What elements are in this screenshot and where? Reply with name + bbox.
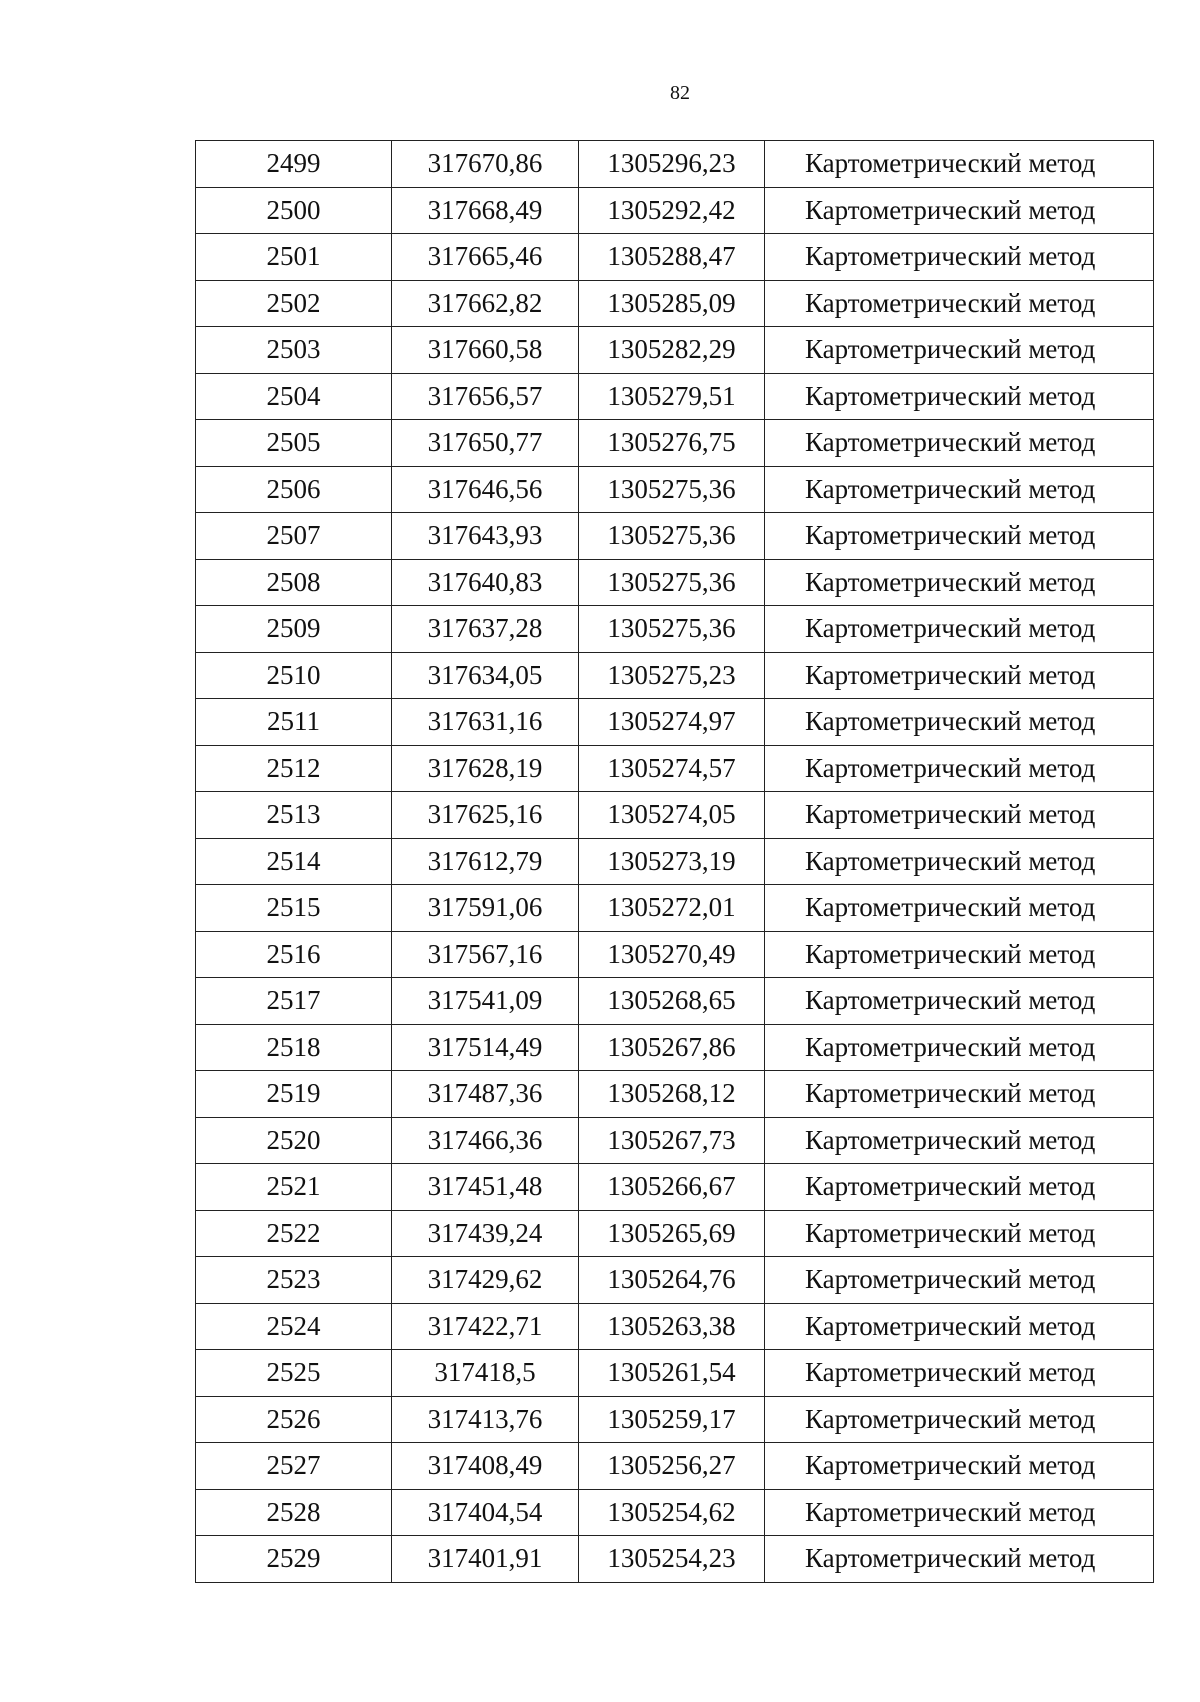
point-number-cell: 2507 bbox=[196, 513, 392, 560]
table-row bbox=[196, 652, 1154, 699]
coordinate-x-cell: 317401,91 bbox=[392, 1536, 579, 1583]
method-cell: Картометрический метод bbox=[765, 1024, 1154, 1071]
method-cell: Картометрический метод bbox=[765, 327, 1154, 374]
table-row bbox=[196, 420, 1154, 467]
coordinate-x-cell: 317668,49 bbox=[392, 187, 579, 234]
method-cell: Картометрический метод bbox=[765, 420, 1154, 467]
table-row bbox=[196, 1071, 1154, 1118]
method-cell: Картометрический метод bbox=[765, 1350, 1154, 1397]
coordinate-y-cell: 1305256,27 bbox=[579, 1443, 765, 1490]
method-cell: Картометрический метод bbox=[765, 745, 1154, 792]
point-number-cell: 2512 bbox=[196, 745, 392, 792]
table-row bbox=[196, 885, 1154, 932]
point-number-cell: 2510 bbox=[196, 652, 392, 699]
coordinate-x-cell: 317514,49 bbox=[392, 1024, 579, 1071]
point-number-cell: 2529 bbox=[196, 1536, 392, 1583]
method-cell: Картометрический метод bbox=[765, 1443, 1154, 1490]
point-number-cell: 2508 bbox=[196, 559, 392, 606]
method-cell: Картометрический метод bbox=[765, 978, 1154, 1025]
coordinate-y-cell: 1305296,23 bbox=[579, 141, 765, 188]
point-number-cell: 2518 bbox=[196, 1024, 392, 1071]
table-row bbox=[196, 606, 1154, 653]
coordinate-x-cell: 317612,79 bbox=[392, 838, 579, 885]
table-row bbox=[196, 373, 1154, 420]
coordinate-y-cell: 1305265,69 bbox=[579, 1210, 765, 1257]
coordinate-y-cell: 1305268,12 bbox=[579, 1071, 765, 1118]
point-number-cell: 2509 bbox=[196, 606, 392, 653]
method-cell: Картометрический метод bbox=[765, 187, 1154, 234]
table-row bbox=[196, 234, 1154, 281]
coordinate-x-cell: 317625,16 bbox=[392, 792, 579, 839]
coordinate-y-cell: 1305254,23 bbox=[579, 1536, 765, 1583]
method-cell: Картометрический метод bbox=[765, 513, 1154, 560]
table-row bbox=[196, 1024, 1154, 1071]
coordinate-y-cell: 1305276,75 bbox=[579, 420, 765, 467]
coordinate-y-cell: 1305261,54 bbox=[579, 1350, 765, 1397]
coordinate-x-cell: 317591,06 bbox=[392, 885, 579, 932]
table-row bbox=[196, 978, 1154, 1025]
coordinate-x-cell: 317656,57 bbox=[392, 373, 579, 420]
coordinate-x-cell: 317631,16 bbox=[392, 699, 579, 746]
point-number-cell: 2521 bbox=[196, 1164, 392, 1211]
method-cell: Картометрический метод bbox=[765, 792, 1154, 839]
coordinate-y-cell: 1305259,17 bbox=[579, 1396, 765, 1443]
table-row bbox=[196, 1117, 1154, 1164]
coordinate-x-cell: 317643,93 bbox=[392, 513, 579, 560]
coordinate-x-cell: 317451,48 bbox=[392, 1164, 579, 1211]
point-number-cell: 2505 bbox=[196, 420, 392, 467]
coordinate-x-cell: 317404,54 bbox=[392, 1489, 579, 1536]
table-row bbox=[196, 327, 1154, 374]
coordinate-y-cell: 1305275,36 bbox=[579, 559, 765, 606]
table-row bbox=[196, 187, 1154, 234]
coordinate-x-cell: 317408,49 bbox=[392, 1443, 579, 1490]
table-row bbox=[196, 141, 1154, 188]
coordinate-y-cell: 1305288,47 bbox=[579, 234, 765, 281]
coordinate-x-cell: 317646,56 bbox=[392, 466, 579, 513]
table-row bbox=[196, 466, 1154, 513]
method-cell: Картометрический метод bbox=[765, 1396, 1154, 1443]
method-cell: Картометрический метод bbox=[765, 1117, 1154, 1164]
coordinate-y-cell: 1305274,57 bbox=[579, 745, 765, 792]
coordinate-y-cell: 1305272,01 bbox=[579, 885, 765, 932]
table-row bbox=[196, 792, 1154, 839]
coordinate-y-cell: 1305285,09 bbox=[579, 280, 765, 327]
coordinate-y-cell: 1305275,36 bbox=[579, 606, 765, 653]
table-row bbox=[196, 838, 1154, 885]
table-row bbox=[196, 1164, 1154, 1211]
table-row bbox=[196, 1257, 1154, 1304]
coordinate-y-cell: 1305268,65 bbox=[579, 978, 765, 1025]
method-cell: Картометрический метод bbox=[765, 559, 1154, 606]
coordinate-y-cell: 1305266,67 bbox=[579, 1164, 765, 1211]
coordinates-table-body bbox=[196, 141, 1154, 1583]
coordinate-y-cell: 1305267,73 bbox=[579, 1117, 765, 1164]
coordinate-x-cell: 317670,86 bbox=[392, 141, 579, 188]
point-number-cell: 2524 bbox=[196, 1303, 392, 1350]
point-number-cell: 2511 bbox=[196, 699, 392, 746]
coordinate-y-cell: 1305275,36 bbox=[579, 466, 765, 513]
coordinate-y-cell: 1305254,62 bbox=[579, 1489, 765, 1536]
point-number-cell: 2516 bbox=[196, 931, 392, 978]
method-cell: Картометрический метод bbox=[765, 1489, 1154, 1536]
point-number-cell: 2526 bbox=[196, 1396, 392, 1443]
page-number: 82 bbox=[670, 82, 690, 104]
coordinate-x-cell: 317637,28 bbox=[392, 606, 579, 653]
coordinate-x-cell: 317662,82 bbox=[392, 280, 579, 327]
coordinate-x-cell: 317665,46 bbox=[392, 234, 579, 281]
table-row bbox=[196, 931, 1154, 978]
table-row bbox=[196, 1350, 1154, 1397]
coordinate-y-cell: 1305263,38 bbox=[579, 1303, 765, 1350]
method-cell: Картометрический метод bbox=[765, 280, 1154, 327]
coordinate-y-cell: 1305282,29 bbox=[579, 327, 765, 374]
point-number-cell: 2513 bbox=[196, 792, 392, 839]
table-row bbox=[196, 280, 1154, 327]
coordinate-x-cell: 317439,24 bbox=[392, 1210, 579, 1257]
coordinate-x-cell: 317422,71 bbox=[392, 1303, 579, 1350]
point-number-cell: 2503 bbox=[196, 327, 392, 374]
method-cell: Картометрический метод bbox=[765, 373, 1154, 420]
coordinates-table bbox=[195, 140, 1154, 1583]
point-number-cell: 2522 bbox=[196, 1210, 392, 1257]
point-number-cell: 2514 bbox=[196, 838, 392, 885]
method-cell: Картометрический метод bbox=[765, 652, 1154, 699]
coordinate-x-cell: 317660,58 bbox=[392, 327, 579, 374]
coordinate-x-cell: 317640,83 bbox=[392, 559, 579, 606]
table-row bbox=[196, 699, 1154, 746]
coordinate-x-cell: 317418,5 bbox=[392, 1350, 579, 1397]
coordinate-y-cell: 1305275,36 bbox=[579, 513, 765, 560]
method-cell: Картометрический метод bbox=[765, 931, 1154, 978]
coordinate-x-cell: 317466,36 bbox=[392, 1117, 579, 1164]
point-number-cell: 2499 bbox=[196, 141, 392, 188]
point-number-cell: 2527 bbox=[196, 1443, 392, 1490]
method-cell: Картометрический метод bbox=[765, 1164, 1154, 1211]
method-cell: Картометрический метод bbox=[765, 606, 1154, 653]
point-number-cell: 2504 bbox=[196, 373, 392, 420]
coordinate-y-cell: 1305264,76 bbox=[579, 1257, 765, 1304]
point-number-cell: 2501 bbox=[196, 234, 392, 281]
coordinate-y-cell: 1305279,51 bbox=[579, 373, 765, 420]
point-number-cell: 2517 bbox=[196, 978, 392, 1025]
method-cell: Картометрический метод bbox=[765, 1071, 1154, 1118]
method-cell: Картометрический метод bbox=[765, 234, 1154, 281]
point-number-cell: 2519 bbox=[196, 1071, 392, 1118]
table-row bbox=[196, 1443, 1154, 1490]
table-row bbox=[196, 1303, 1154, 1350]
coordinate-x-cell: 317541,09 bbox=[392, 978, 579, 1025]
coordinate-x-cell: 317628,19 bbox=[392, 745, 579, 792]
coordinate-y-cell: 1305275,23 bbox=[579, 652, 765, 699]
point-number-cell: 2520 bbox=[196, 1117, 392, 1164]
table-row bbox=[196, 1210, 1154, 1257]
point-number-cell: 2506 bbox=[196, 466, 392, 513]
coordinate-x-cell: 317413,76 bbox=[392, 1396, 579, 1443]
method-cell: Картометрический метод bbox=[765, 885, 1154, 932]
table-row bbox=[196, 1536, 1154, 1583]
point-number-cell: 2525 bbox=[196, 1350, 392, 1397]
coordinate-y-cell: 1305267,86 bbox=[579, 1024, 765, 1071]
point-number-cell: 2502 bbox=[196, 280, 392, 327]
method-cell: Картометрический метод bbox=[765, 141, 1154, 188]
coordinate-y-cell: 1305292,42 bbox=[579, 187, 765, 234]
coordinate-y-cell: 1305274,05 bbox=[579, 792, 765, 839]
coordinate-y-cell: 1305274,97 bbox=[579, 699, 765, 746]
method-cell: Картометрический метод bbox=[765, 838, 1154, 885]
coordinate-y-cell: 1305270,49 bbox=[579, 931, 765, 978]
coordinate-x-cell: 317429,62 bbox=[392, 1257, 579, 1304]
method-cell: Картометрический метод bbox=[765, 1303, 1154, 1350]
method-cell: Картометрический метод bbox=[765, 1210, 1154, 1257]
point-number-cell: 2515 bbox=[196, 885, 392, 932]
table-row bbox=[196, 1489, 1154, 1536]
point-number-cell: 2523 bbox=[196, 1257, 392, 1304]
method-cell: Картометрический метод bbox=[765, 699, 1154, 746]
point-number-cell: 2528 bbox=[196, 1489, 392, 1536]
table-row bbox=[196, 745, 1154, 792]
table-row bbox=[196, 513, 1154, 560]
point-number-cell: 2500 bbox=[196, 187, 392, 234]
coordinate-y-cell: 1305273,19 bbox=[579, 838, 765, 885]
coordinate-x-cell: 317634,05 bbox=[392, 652, 579, 699]
table-row bbox=[196, 559, 1154, 606]
table-row bbox=[196, 1396, 1154, 1443]
method-cell: Картометрический метод bbox=[765, 466, 1154, 513]
coordinate-x-cell: 317567,16 bbox=[392, 931, 579, 978]
method-cell: Картометрический метод bbox=[765, 1536, 1154, 1583]
coordinate-x-cell: 317650,77 bbox=[392, 420, 579, 467]
method-cell: Картометрический метод bbox=[765, 1257, 1154, 1304]
coordinate-x-cell: 317487,36 bbox=[392, 1071, 579, 1118]
